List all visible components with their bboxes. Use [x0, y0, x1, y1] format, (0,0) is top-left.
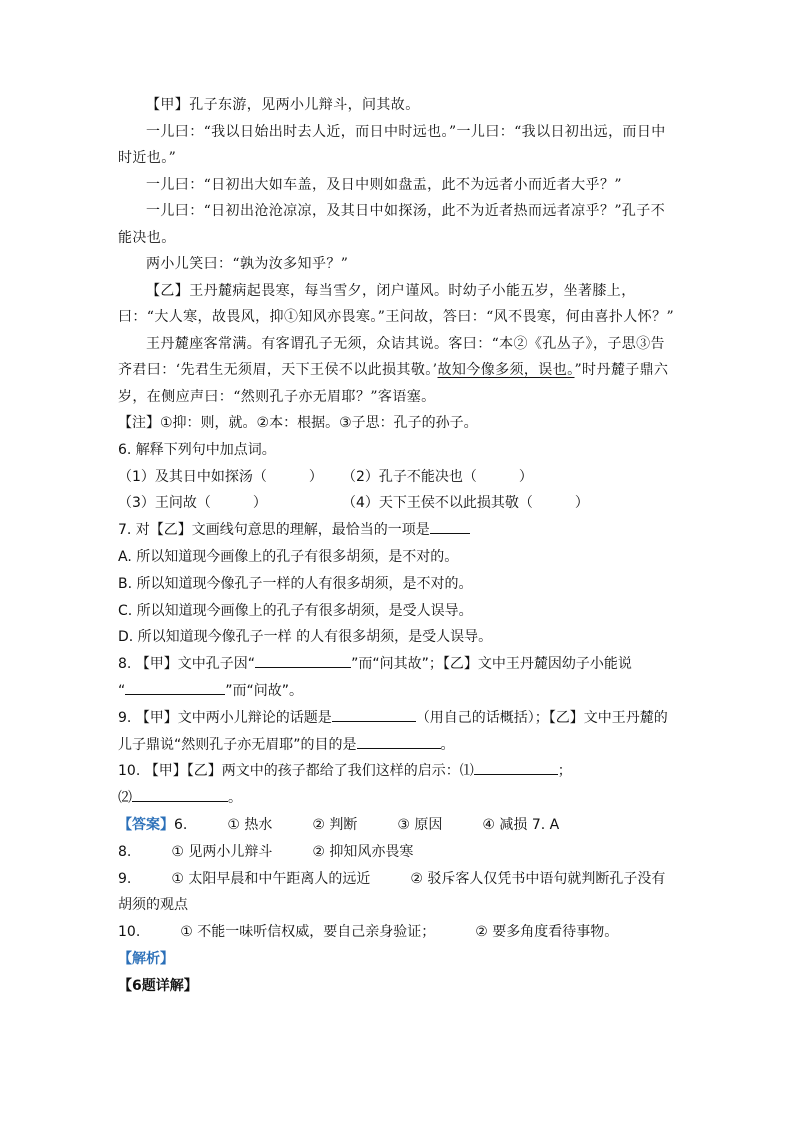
answer-10-number: 10. — [118, 924, 141, 941]
answer-8-item-2: ② 抑知风亦畏寒 — [312, 843, 414, 860]
answer-9-number: 9. — [118, 870, 132, 887]
question-6-item-4: （4）天下王侯不以此损其敬（ ） — [342, 495, 589, 512]
passage-jia-para-4: 一儿曰：“日初出沧沧凉凉，及其日中如探汤，此不为近者热而远者凉乎？”孔子不能决也。 — [118, 203, 666, 246]
question-6-row-1 — [118, 464, 678, 491]
question-8-text-c: “ — [118, 682, 126, 699]
question-7-stem — [118, 517, 678, 544]
answer-6-item-3: ③ 原因 — [397, 816, 443, 833]
answer-line-10 — [118, 919, 678, 946]
answer-blank — [132, 787, 228, 802]
answer-10-item-1: ① 不能一味听信权威，要自己亲身验证； — [180, 924, 436, 941]
answer-6-number: 6. — [174, 816, 188, 833]
question-6-item-1: （1）及其日中如探汤（ ） — [118, 468, 323, 485]
question-9-line-1 — [118, 705, 678, 732]
question-10-line-2 — [118, 785, 678, 812]
passage-jia-para-3: 一儿曰：“日初出大如车盖，及日中则如盘盂，此不为远者小而近者大乎？” — [146, 176, 622, 193]
answer-blank — [357, 734, 441, 749]
answer-7: 7. A — [531, 816, 560, 833]
question-9-text-b: （用自己的话概括）；【乙】文中王丹麓的 — [415, 709, 668, 726]
document-page — [118, 92, 678, 1000]
answer-blank — [474, 760, 558, 775]
question-6-stem: 6. 解释下列句中加点词。 — [118, 441, 276, 458]
question-10-text-d: 。 — [228, 790, 242, 807]
analysis-tag: 【解析】 — [118, 950, 174, 967]
underlined-sentence: 故知今像多须，误也。 — [437, 362, 575, 378]
answer-tag: 【答案】 — [118, 816, 174, 833]
question-10-text-c: ⑵ — [118, 790, 132, 807]
question-8-text-d: ”而“问故”。 — [225, 682, 304, 699]
question-7-text: 7. 对【乙】文画线句意思的理解，最恰当的一项是 — [118, 522, 430, 539]
answer-blank — [332, 707, 416, 722]
passage-jia-para-2: 一儿曰：“我以日始出时去人近，而日中时远也。”一儿曰：“我以日初出远，而日中时近也。” — [118, 123, 666, 166]
question-8-line-2 — [118, 678, 678, 705]
question-8-text-b: ”而“问其故”；【乙】文中王丹麓因幼子小能说 — [351, 656, 632, 673]
passage-yi-para-1: 【乙】王丹麓病起畏寒，每当雪夕，闭户谨风。时幼子小能五岁，坐著膝上，曰：“大人寒，故畏风，抑①知风亦畏寒。”王问故，答曰：“风不畏寒，何由喜扑人怀？” — [118, 282, 675, 325]
passage-yi-para-2 — [118, 331, 678, 411]
answer-6-item-2: ② 判断 — [312, 816, 358, 833]
question-10-line-1 — [118, 758, 678, 785]
question-7-option-b: B. 所以知道现今像孔子一样的人有很多胡须，是不对的。 — [118, 575, 473, 592]
passage-jia-para-5: 两小儿笑曰：“孰为汝多知乎？” — [146, 256, 349, 272]
answer-blank — [125, 680, 225, 695]
passage-yi-text-before: 王丹麓座客常满。有客谓孔子无须，众诘其说。客曰：“本②《孔丛子》，子思③告齐君曰：‘先君生无须眉，天下王侯不以此损其敬。’ — [118, 335, 665, 378]
question-6-item-2: （2）孔子不能决也（ ） — [342, 468, 533, 485]
answer-8-item-1: ① 见两小儿辩斗 — [171, 843, 273, 860]
question-6-item-3: （3）王问故（ ） — [118, 495, 267, 512]
passage-yi — [118, 278, 678, 411]
answer-8-number: 8. — [118, 843, 132, 860]
passage-yi-text-after: ”时丹麓子鼎六岁，在侧应声曰：“然则孔子亦无眉耶？”客语塞。 — [118, 362, 669, 405]
answer-10-item-2: ② 要多角度看待事物。 — [475, 924, 619, 941]
question-7-option-c: C. 所以知道现今画像上的孔子有很多胡须，是受人误导。 — [118, 602, 473, 619]
question-7-option-a: A. 所以知道现今画像上的孔子有很多胡须，是不对的。 — [118, 548, 459, 565]
answer-9-item-1: ① 太阳早晨和中午距离人的远近 — [171, 870, 371, 887]
question-10-text-b: ； — [557, 763, 572, 780]
question-9-text-a: 9. 【甲】文中两小儿辩论的话题是 — [118, 709, 332, 726]
answer-line-8 — [118, 839, 678, 866]
question-9-line-2 — [118, 732, 678, 759]
answer-line-9 — [118, 866, 678, 920]
question-7-option-d: D. 所以知道现今像孔子一样 的人有很多胡须，是受人误导。 — [118, 629, 493, 646]
answer-6-item-1: ① 热水 — [227, 816, 273, 833]
passage-jia — [118, 92, 678, 278]
question-6-row-2 — [118, 490, 678, 517]
answer-9-item-2: ② 驳斥客人仅凭书中语句就判断孔子没有胡须的观点 — [118, 870, 666, 914]
question-9-text-d: 。 — [440, 736, 455, 753]
answer-line-6-7 — [118, 812, 678, 839]
answer-blank — [255, 653, 351, 668]
footnote: 【注】①抑：则，就。②本：根据。③子思：孔子的孙子。 — [118, 415, 478, 431]
question-8-text-a: 8. 【甲】文中孔子因“ — [118, 656, 256, 673]
passage-jia-intro: 【甲】孔子东游，见两小儿辩斗，问其故。 — [146, 97, 420, 113]
question-9-text-c: 儿子鼎说“然则孔子亦无眉耶”的目的是 — [118, 736, 357, 753]
answer-6-item-4: ④ 减损 — [482, 816, 528, 833]
question-10-text-a: 10. 【甲】【乙】两文中的孩子都给了我们这样的启示：⑴ — [118, 763, 474, 780]
question-8-line-1 — [118, 651, 678, 678]
answer-blank — [430, 519, 470, 534]
detail-tag: 【6题详解】 — [118, 977, 198, 994]
